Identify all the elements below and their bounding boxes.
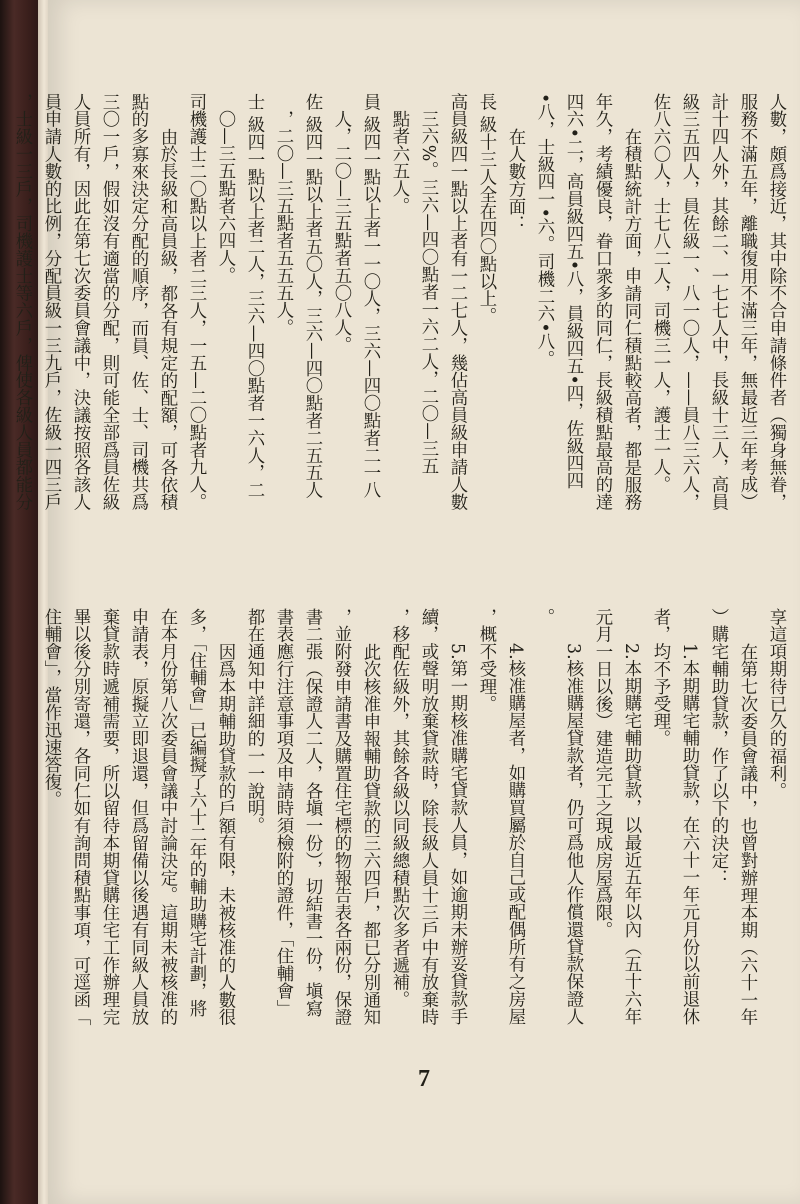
text-column: 2.本期購宅輔助貸款，以最近五年以內（五十六年 xyxy=(621,642,641,1025)
text-column: 享這項期待已久的福利。 xyxy=(766,608,786,800)
text-column: 司機護士二〇點以上者二三人，一五—二〇點者九人。 xyxy=(186,93,206,511)
text-column: 人，二〇—三五點者五〇八人。 xyxy=(331,110,351,354)
text-column: 此次核准申報輔助貸款的三六四戶，都已分別通知 xyxy=(360,642,380,1026)
text-column: 元月一日以後）建造完工之現成房屋爲限。 xyxy=(592,608,612,939)
text-column: ，並附發申請書及購置住宅標的物報告表各兩份，保證 xyxy=(331,608,351,1026)
text-column: ，二〇—三五點者五五五人。 xyxy=(273,110,293,337)
page-number: 7 xyxy=(418,1066,430,1092)
text-column: 在第七次委員會議中，也曾對辦理本期（六十一年 xyxy=(737,642,757,1026)
text-column: 高員級四一點以上者有一二七人，幾佔高員級申請人數 xyxy=(447,93,467,511)
text-column: 因爲本期輔助貸款的戶額有限，未被核准的人數很 xyxy=(215,642,235,1026)
text-column: 員申請人數的比例，分配員級一三九戶，佐級一四三戶 xyxy=(41,93,61,511)
text-column: 續，或聲明放棄貸款時，除長級人員十三戶中有放棄時 xyxy=(418,608,438,1026)
text-column: 在積點統計方面，申請同仁積點較高者，都是服務 xyxy=(621,127,641,511)
text-column: 計十四人外，其餘二、一七七人中，長級十三人，高員 xyxy=(708,93,728,511)
text-column: 4.核准購屋者，如購買屬於自己或配偶所有之房屋 xyxy=(505,642,525,1025)
text-column: 都在通知中詳細的一一說明。 xyxy=(244,608,264,835)
text-column: 在本月份第八次委員會議中討論決定。這期未被核准的 xyxy=(157,608,177,1026)
text-column: 三六%。三六—四〇點者一六二人，二〇—三五 xyxy=(418,110,438,475)
text-column: 〇—三五點者六四人。 xyxy=(215,110,235,285)
text-column: ，士級一三戶，司機護士等六戶，俾使各級人員都能分 xyxy=(12,93,32,511)
text-column: 。 xyxy=(534,608,554,626)
text-column: 多，「住輔會」已編擬了六十二年的輔助購宅計劃，將 xyxy=(186,608,206,1017)
text-column: 士 級四一點以上者二人，三六—四〇點者一六人，二 xyxy=(244,93,264,499)
text-column: 書二張（保證人二人，各塡一份），切結書一份，塡寫 xyxy=(302,608,322,1017)
text-column: 畢以後分別寄還，各同仁如有詢問積點事項，可逕函「 xyxy=(70,608,90,1026)
text-column: 點的多寡來決定分配的順序，而員、佐、士、司機共爲 xyxy=(128,93,148,511)
text-column: 人數，頗爲接近，其中除不合申請條件者（獨身無眷， xyxy=(766,93,786,511)
text-column: ，移配佐級外，其餘各級以同級總積點次多者遞補。 xyxy=(389,608,409,1009)
text-column: ，概不受理。 xyxy=(476,608,496,713)
text-column: 5.第一期核准購宅貸款人員，如逾期未辦妥貸款手 xyxy=(447,642,467,1025)
text-column: 年久，考績優良，眷口衆多的同仁，長級積點最高的達 xyxy=(592,93,612,511)
text-column: 3.核准購屋貸款者，仍可爲他人作償還貸款保證人 xyxy=(563,642,583,1025)
text-column: 點者六五人。 xyxy=(389,110,409,215)
text-column: 級三五四人，員佐級一、八一〇人，——員八三六人， xyxy=(679,93,699,511)
text-column: 住輔會」，當作迅速答復。 xyxy=(41,608,61,809)
text-column: 書表應行注意事項及申請時須檢附的證件，「住輔會」 xyxy=(273,608,293,1017)
text-column: 員 級四一點以上者一一〇人，三六—四〇點者二一八 xyxy=(360,93,380,499)
text-column: •八，士級四一•六。司機二六•八。 xyxy=(534,93,554,368)
text-column: 佐 級四一點以上者五〇人，三六—四〇點者二五五人 xyxy=(302,93,322,499)
text-column: 人員所有，因此在第七次委員會議中，決議按照各該人 xyxy=(70,93,90,511)
upper-text-block xyxy=(12,93,790,589)
text-column: 三〇一戶，假如沒有適當的分配，則可能全部爲員佐級 xyxy=(99,93,119,511)
text-column: 在人數方面： xyxy=(505,127,525,233)
text-column: 服務不滿五年，離職復用不滿三年，無最近三年考成） xyxy=(737,93,757,511)
text-column: 申請表，原擬立即退還，但爲留備以後遇有同級人員放 xyxy=(128,608,148,1026)
text-column: 棄貸款時遞補需要，所以留待本期貸購住宅工作辦理完 xyxy=(99,608,119,1026)
text-column: 長 級十三人全在四〇點以上。 xyxy=(476,93,496,325)
page xyxy=(12,0,800,1204)
text-column: 者，均不予受理。 xyxy=(650,608,670,748)
text-column: ）購宅輔助貸款，作了以下的決定： xyxy=(708,608,728,887)
text-column: 四六•二，高員級四五•八，員級四五•四，佐級四四 xyxy=(563,93,583,490)
text-column: 1.本期購宅輔助貸款，在六十一年元月份以前退休 xyxy=(679,642,699,1025)
text-column: 由於長級和高員級，都各有規定的配額，可各依積 xyxy=(157,127,177,511)
lower-text-block xyxy=(41,608,790,1046)
text-column: 佐八六〇人，士七八二人，司機三一人，護士一人。 xyxy=(650,93,670,494)
